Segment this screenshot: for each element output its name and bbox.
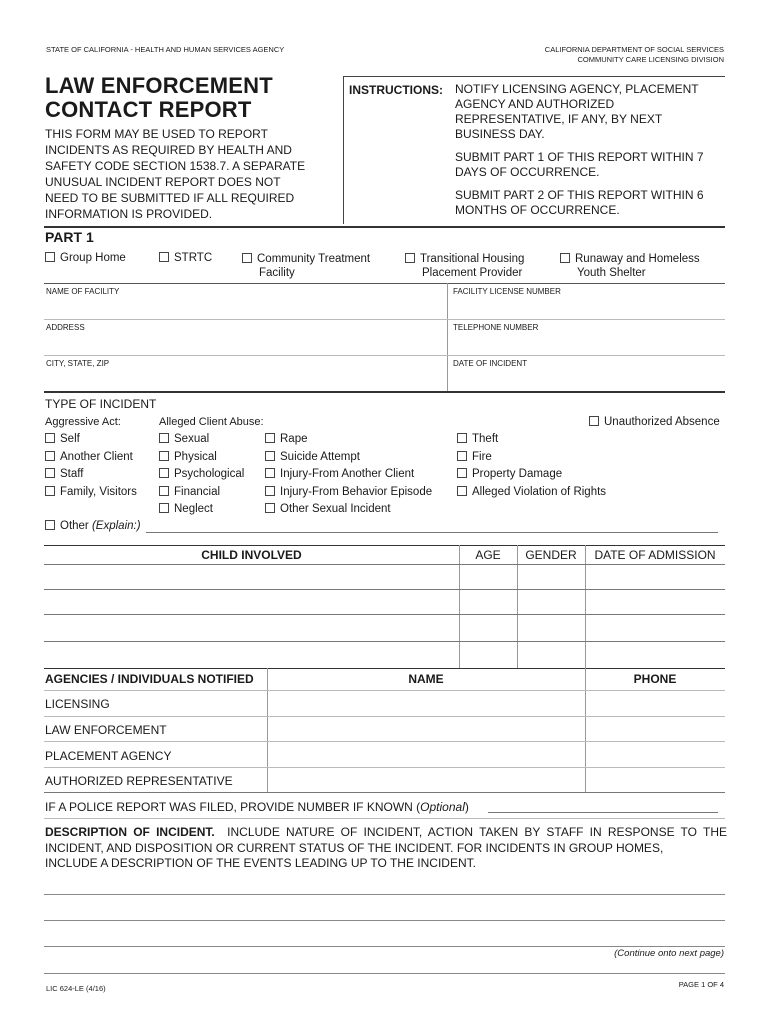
agency-header: STATE OF CALIFORNIA - HEALTH AND HUMAN SERVICES AGENCY bbox=[46, 45, 285, 54]
agency-row-authorized-rep: AUTHORIZED REPRESENTATIVE bbox=[45, 774, 233, 788]
checkbox[interactable] bbox=[560, 253, 570, 263]
checkbox-label: Self bbox=[60, 433, 80, 445]
department-header bbox=[545, 45, 724, 65]
intro-line: SAFETY CODE SECTION 1538.7. A SEPARATE bbox=[45, 159, 306, 173]
checkbox-label: Community Treatment bbox=[257, 253, 371, 265]
part1-label: PART 1 bbox=[45, 229, 94, 245]
table-row bbox=[44, 741, 725, 742]
checkbox[interactable] bbox=[457, 433, 467, 443]
checkbox-label: Family, Visitors bbox=[60, 486, 137, 498]
checkbox-label: Suicide Attempt bbox=[280, 451, 360, 463]
type-of-incident-heading: TYPE OF INCIDENT bbox=[45, 397, 157, 411]
checkbox-label: Other Sexual Incident bbox=[280, 503, 391, 515]
checkbox[interactable] bbox=[45, 486, 55, 496]
checkbox[interactable] bbox=[159, 486, 169, 496]
facility-type-strtc[interactable] bbox=[159, 252, 212, 264]
table-top-border bbox=[44, 545, 725, 546]
part1-divider bbox=[44, 226, 725, 228]
other-sexual-incident-option[interactable] bbox=[265, 503, 391, 515]
checkbox-label: Injury-From Another Client bbox=[280, 468, 415, 480]
police-report-label bbox=[45, 800, 469, 814]
paren-close: ) bbox=[464, 800, 469, 814]
table-bottom-border bbox=[44, 668, 725, 669]
property-damage-option[interactable] bbox=[457, 468, 562, 480]
checkbox-label: Unauthorized Absence bbox=[604, 416, 720, 428]
description-line: INCLUDE A DESCRIPTION OF THE EVENTS LEADING UP TO THE INCIDENT. bbox=[45, 856, 476, 870]
department-name: CALIFORNIA DEPARTMENT OF SOCIAL SERVICES bbox=[544, 45, 724, 54]
child-row-3-input[interactable] bbox=[44, 641, 725, 642]
checkbox-label: Rape bbox=[280, 433, 308, 445]
checkbox-label: Sexual bbox=[174, 433, 210, 445]
checkbox-label: Youth Shelter bbox=[577, 267, 646, 279]
child-involved-header: CHILD INVOLVED bbox=[201, 548, 302, 562]
instruction-line: SUBMIT PART 2 OF THIS REPORT WITHIN 6 bbox=[455, 188, 704, 202]
facility-type-runaway-shelter[interactable] bbox=[560, 252, 700, 280]
checkbox-label: Other bbox=[60, 520, 89, 532]
agency-row-licensing: LICENSING bbox=[45, 697, 110, 711]
abuse-neglect-option[interactable] bbox=[159, 503, 213, 515]
table-col-divider bbox=[585, 668, 586, 792]
aggressive-self-option[interactable] bbox=[45, 433, 80, 445]
checkbox[interactable] bbox=[45, 433, 55, 443]
abuse-physical-option[interactable] bbox=[159, 451, 217, 463]
checkbox-label: Financial bbox=[174, 486, 221, 498]
checkbox[interactable] bbox=[405, 253, 415, 263]
field-column-divider bbox=[447, 283, 448, 391]
instruction-line: AGENCY AND AUTHORIZED bbox=[455, 97, 615, 111]
optional-label: Optional bbox=[420, 800, 465, 814]
instruction-line: NOTIFY LICENSING AGENCY, PLACEMENT bbox=[455, 82, 699, 96]
checkbox-label: Property Damage bbox=[472, 468, 563, 480]
intro-line: UNUSUAL INCIDENT REPORT DOES NOT bbox=[45, 175, 281, 189]
checkbox[interactable] bbox=[589, 416, 599, 426]
date-of-incident-field[interactable]: DATE OF INCIDENT bbox=[453, 359, 528, 368]
description-line-input[interactable] bbox=[44, 920, 725, 921]
alleged-client-abuse-label: Alleged Client Abuse: bbox=[159, 416, 264, 428]
gender-header: GENDER bbox=[525, 548, 577, 562]
checkbox[interactable] bbox=[457, 468, 467, 478]
checkbox[interactable] bbox=[159, 433, 169, 443]
table-row bbox=[44, 564, 725, 565]
form-id: LIC 624-LE (4/16) bbox=[46, 984, 106, 993]
intro-line: INCIDENTS AS REQUIRED BY HEALTH AND bbox=[45, 143, 292, 157]
description-label: DESCRIPTION OF INCIDENT. bbox=[45, 825, 215, 839]
address-field[interactable]: ADDRESS bbox=[46, 323, 85, 332]
checkbox-label: Staff bbox=[60, 468, 84, 480]
checkbox[interactable] bbox=[45, 468, 55, 478]
name-header: NAME bbox=[408, 672, 444, 686]
checkbox-label: STRTC bbox=[174, 252, 213, 264]
checkbox[interactable] bbox=[159, 451, 169, 461]
explain-label: (Explain:) bbox=[91, 520, 141, 532]
unauthorized-absence-option[interactable] bbox=[589, 416, 720, 428]
field-divider bbox=[44, 355, 725, 356]
table-col-divider bbox=[267, 668, 268, 792]
intro-line: INFORMATION IS PROVIDED. bbox=[45, 207, 213, 221]
facility-type-transitional-housing[interactable] bbox=[405, 252, 524, 280]
division-name: COMMUNITY CARE LICENSING DIVISION bbox=[577, 55, 724, 64]
checkbox-label: Runaway and Homeless bbox=[575, 253, 700, 265]
date-of-admission-header: DATE OF ADMISSION bbox=[594, 548, 716, 562]
description-instructions bbox=[45, 825, 727, 872]
other-option[interactable] bbox=[45, 520, 141, 532]
checkbox[interactable] bbox=[45, 252, 55, 262]
table-row bbox=[44, 767, 725, 768]
other-explain-input[interactable] bbox=[146, 532, 718, 533]
checkbox[interactable] bbox=[265, 451, 275, 461]
abuse-sexual-option[interactable] bbox=[159, 433, 209, 445]
injury-behavior-episode-option[interactable] bbox=[265, 486, 432, 498]
checkbox-label: Another Client bbox=[60, 451, 133, 463]
checkbox[interactable] bbox=[265, 433, 275, 443]
facility-type-group-home[interactable] bbox=[45, 252, 126, 264]
checkbox-label: Theft bbox=[472, 433, 499, 445]
description-line-input[interactable] bbox=[44, 894, 725, 895]
checkbox[interactable] bbox=[265, 486, 275, 496]
description-line: INCLUDE NATURE OF INCIDENT, ACTION TAKEN BY STAFF IN RESPONSE TO THE bbox=[227, 825, 727, 839]
checkbox-label: Psychological bbox=[174, 468, 245, 480]
aggressive-family-visitors-option[interactable] bbox=[45, 486, 137, 498]
checkbox-label: Neglect bbox=[174, 503, 213, 515]
checkbox[interactable] bbox=[242, 253, 252, 263]
facility-type-community-treatment[interactable] bbox=[242, 252, 370, 280]
section-divider bbox=[44, 391, 725, 393]
city-state-zip-field[interactable]: CITY, STATE, ZIP bbox=[46, 359, 110, 368]
telephone-number-field[interactable]: TELEPHONE NUMBER bbox=[453, 323, 539, 332]
checkbox[interactable] bbox=[45, 451, 55, 461]
title-line-2: CONTACT REPORT bbox=[45, 97, 252, 122]
police-report-text: IF A POLICE REPORT WAS FILED, PROVIDE NUMBER IF KNOWN ( bbox=[45, 800, 421, 814]
child-row-1-input[interactable] bbox=[44, 589, 725, 590]
instructions-label: INSTRUCTIONS: bbox=[349, 83, 443, 97]
checkbox[interactable] bbox=[457, 486, 467, 496]
injury-another-client-option[interactable] bbox=[265, 468, 414, 480]
instruction-line: REPRESENTATIVE, IF ANY, BY NEXT bbox=[455, 112, 663, 126]
fire-option[interactable] bbox=[457, 451, 492, 463]
instruction-line: DAYS OF OCCURRENCE. bbox=[455, 165, 600, 179]
checkbox-label: Transitional Housing bbox=[420, 253, 525, 265]
checkbox[interactable] bbox=[159, 252, 169, 262]
description-line: INCIDENT, AND DISPOSITION OR CURRENT STATUS OF THE INCIDENT. FOR INCIDENTS IN GROUP HOMES, bbox=[45, 840, 664, 855]
description-line-input[interactable] bbox=[44, 946, 725, 947]
police-report-number-input[interactable] bbox=[488, 812, 718, 813]
checkbox-label: Facility bbox=[259, 267, 295, 279]
checkbox-label: Alleged Violation of Rights bbox=[472, 486, 607, 498]
aggressive-staff-option[interactable] bbox=[45, 468, 83, 480]
checkbox[interactable] bbox=[45, 520, 55, 530]
abuse-financial-option[interactable] bbox=[159, 486, 220, 498]
agency-row-placement: PLACEMENT AGENCY bbox=[45, 749, 172, 763]
aggressive-act-label: Aggressive Act: bbox=[45, 416, 121, 428]
checkbox-label: Placement Provider bbox=[422, 267, 523, 279]
intro-text bbox=[45, 126, 340, 222]
instruction-line: MONTHS OF OCCURRENCE. bbox=[455, 203, 620, 217]
agencies-notified-header: AGENCIES / INDIVIDUALS NOTIFIED bbox=[45, 672, 254, 686]
facility-license-number-field[interactable]: FACILITY LICENSE NUMBER bbox=[453, 287, 561, 296]
title-line-1: LAW ENFORCEMENT bbox=[45, 73, 273, 98]
checkbox[interactable] bbox=[159, 503, 169, 513]
name-of-facility-field[interactable]: NAME OF FACILITY bbox=[46, 287, 120, 296]
child-row-2-input[interactable] bbox=[44, 614, 725, 615]
age-header: AGE bbox=[475, 548, 501, 562]
rape-option[interactable] bbox=[265, 433, 308, 445]
instruction-line: SUBMIT PART 1 OF THIS REPORT WITHIN 7 bbox=[455, 150, 704, 164]
agency-row-law-enforcement: LAW ENFORCEMENT bbox=[45, 723, 167, 737]
intro-line: NEED TO BE SUBMITTED IF ALL REQUIRED bbox=[45, 191, 295, 205]
checkbox-label: Physical bbox=[174, 451, 217, 463]
table-row bbox=[44, 716, 725, 717]
table-row bbox=[44, 690, 725, 691]
aggressive-another-client-option[interactable] bbox=[45, 451, 133, 463]
checkbox-label: Injury-From Behavior Episode bbox=[280, 486, 433, 498]
instruction-line: BUSINESS DAY. bbox=[455, 127, 545, 141]
suicide-attempt-option[interactable] bbox=[265, 451, 360, 463]
checkbox[interactable] bbox=[265, 468, 275, 478]
form-title bbox=[45, 74, 273, 122]
page-number: PAGE 1 OF 4 bbox=[678, 980, 724, 989]
section-divider bbox=[44, 818, 725, 819]
table-bottom-border bbox=[44, 792, 725, 793]
checkbox-label: Group Home bbox=[60, 252, 126, 264]
field-divider bbox=[44, 319, 725, 320]
checkbox[interactable] bbox=[457, 451, 467, 461]
intro-line: THIS FORM MAY BE USED TO REPORT bbox=[45, 127, 268, 141]
description-line-input[interactable] bbox=[44, 973, 725, 974]
abuse-psychological-option[interactable] bbox=[159, 468, 244, 480]
checkbox[interactable] bbox=[159, 468, 169, 478]
theft-option[interactable] bbox=[457, 433, 498, 445]
field-divider bbox=[44, 283, 725, 284]
checkbox[interactable] bbox=[265, 503, 275, 513]
violation-of-rights-option[interactable] bbox=[457, 486, 606, 498]
checkbox-label: Fire bbox=[472, 451, 492, 463]
phone-header: PHONE bbox=[633, 672, 677, 686]
instructions-text bbox=[455, 82, 723, 218]
continue-note: (Continue onto next page) bbox=[614, 948, 724, 959]
